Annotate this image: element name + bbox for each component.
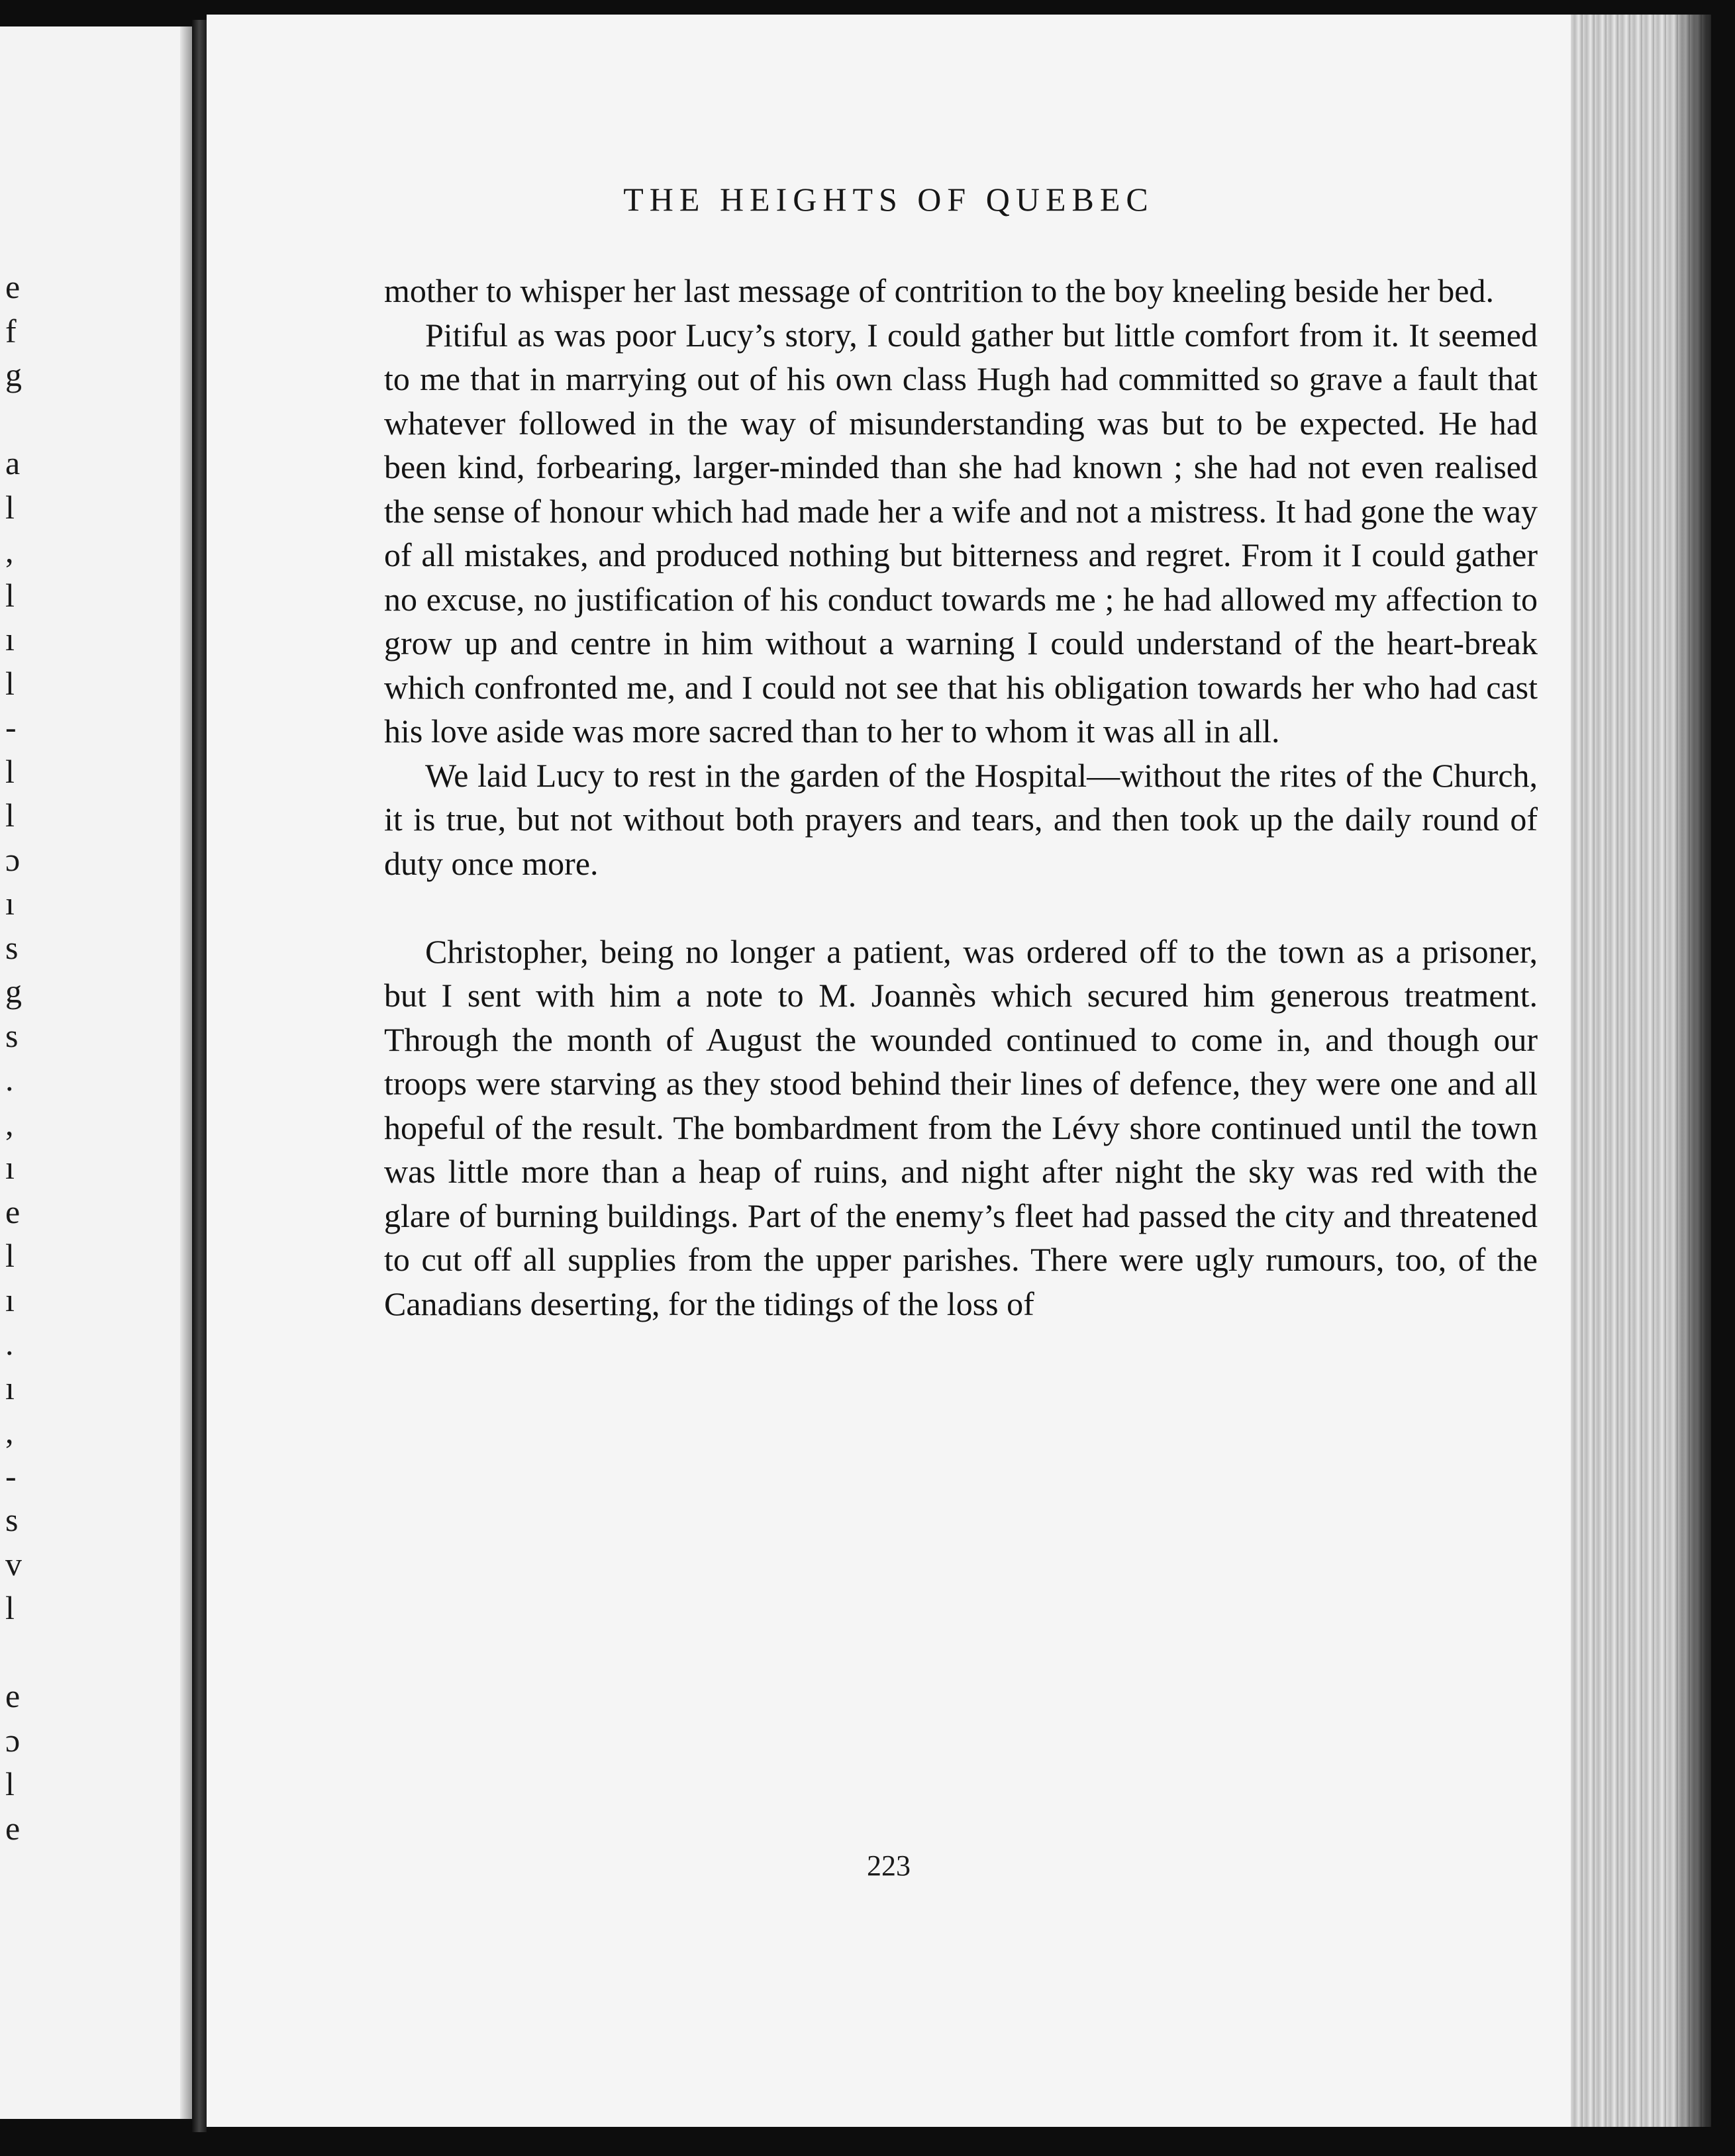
left-facing-page <box>0 26 192 2119</box>
paragraph: Christopher, being no longer a patient, was ordered off to the town as a prisoner, but I sent with him a note to M. Joannès which secured him generous treatment. Through the month of August the wounded continued to come in, and though our troops were starving as they stood behind their lines of defence, they were one and all hopeful of the result. The bombardment from the Lévy shore continued until the town was little more than a heap of ruins, and night after night the sky was red with the glare of burning buildings. Part of the enemy’s fleet had passed the city and threatened to cut off all supplies from the upper parishes. There were ugly rumours, too, of the Canadians deserting, for the tidings of the loss of <box>384 932 1538 1322</box>
paragraph: We laid Lucy to rest in the garden of the Hospital—without the rites of the Church, it is true, but not without both prayers and tears, and then took up the daily round of duty once more. <box>384 756 1538 882</box>
left-fragment: - <box>5 709 17 746</box>
left-fragment: l <box>5 797 15 834</box>
left-fragment: ı <box>5 1149 15 1186</box>
left-fragment: l <box>5 1589 15 1626</box>
left-fragment: - <box>5 1457 17 1494</box>
left-fragment: f <box>5 312 17 350</box>
left-fragment <box>5 1630 22 1675</box>
left-fragment: g <box>5 356 22 393</box>
left-fragment: ı <box>5 1369 15 1406</box>
left-fragment: e <box>5 268 21 305</box>
left-fragment: v <box>5 1545 22 1583</box>
left-fragment: e <box>5 1677 21 1714</box>
running-head: THE HEIGHTS OF QUEBEC <box>623 181 1154 218</box>
left-fragment: ı <box>5 1281 15 1318</box>
left-fragment: ɔ <box>5 840 21 878</box>
left-fragment: s <box>5 1501 19 1538</box>
left-fragment: l <box>5 576 15 614</box>
page-number: 223 <box>867 1849 911 1882</box>
body-text <box>384 269 1538 1326</box>
page-edge-shadow <box>1671 15 1711 2127</box>
left-fragment: ɔ <box>5 1721 21 1759</box>
page-edges <box>1571 15 1711 2127</box>
left-page-text-fragments <box>5 265 22 1850</box>
paragraph: Pitiful as was poor Lucy’s story, I could gather but little comfort from it. It seemed to me that in marrying out of his own class Hugh had committed so grave a fault that whatever followed in the way of misunderstanding was but to be expected. He had been kind, forbearing, larger-minded than she had known ; she had not even realised the sense of honour which had made her a wife and not a mistress. It had gone the way of all mistakes, and produced nothing but bitterness and regret. From it I could gather no excuse, no justification of his conduct towards me ; he had allowed my affection to grow up and centre in him without a warning I could understand of the heart-break which confronted me, and I could not see that his obligation towards her who had cast his love aside was more sacred than to her to whom it was all in all. <box>384 316 1538 750</box>
left-fragment: , <box>5 532 14 569</box>
left-fragment: . <box>5 1061 14 1098</box>
left-fragment: e <box>5 1809 21 1847</box>
left-fragment: . <box>5 1325 14 1362</box>
left-fragment: l <box>5 488 15 526</box>
left-fragment: l <box>5 1765 15 1802</box>
left-fragment: s <box>5 928 19 966</box>
left-fragment: , <box>5 1413 14 1450</box>
left-page-gutter-shadow <box>180 26 192 2119</box>
left-fragment: l <box>5 1237 15 1274</box>
book-spine <box>192 20 207 2132</box>
left-fragment: a <box>5 444 21 481</box>
left-fragment <box>5 397 22 442</box>
left-fragment: ı <box>5 885 15 922</box>
left-fragment: l <box>5 664 15 702</box>
paragraph-continued: mother to whisper her last message of contrition to the boy kneeling beside her bed. <box>384 272 1494 309</box>
right-page <box>207 15 1571 2127</box>
left-fragment: e <box>5 1193 21 1230</box>
left-fragment: , <box>5 1104 14 1142</box>
left-fragment: g <box>5 973 22 1010</box>
left-fragment: s <box>5 1016 19 1054</box>
left-fragment: l <box>5 752 15 790</box>
left-fragment: ı <box>5 620 15 658</box>
